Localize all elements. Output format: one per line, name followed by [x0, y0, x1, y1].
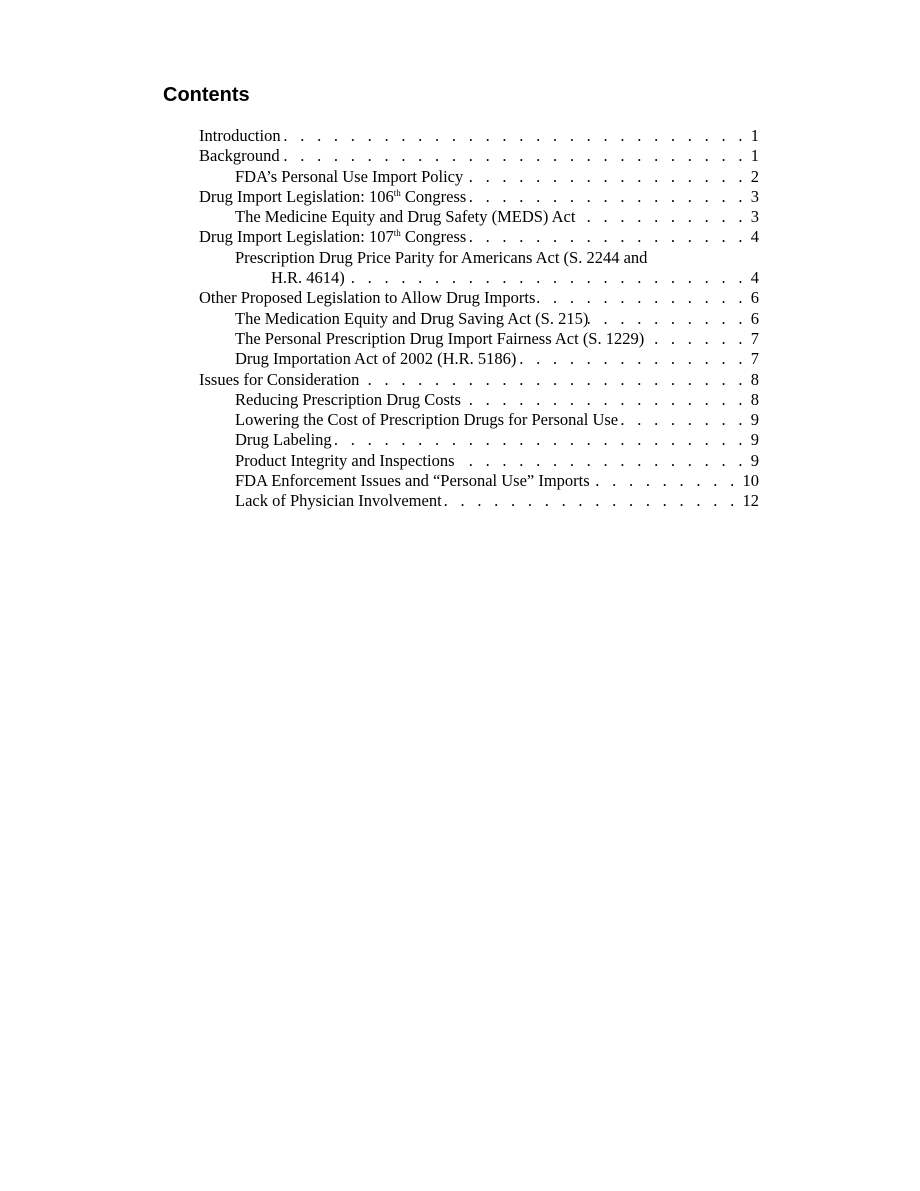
dot-leader	[455, 451, 751, 471]
toc-page-number: 10	[742, 471, 759, 491]
toc-entry-introduction[interactable]	[199, 126, 759, 146]
dot-leader	[466, 227, 750, 247]
dot-leader	[618, 410, 751, 430]
dot-leader	[466, 187, 750, 207]
toc-entry-title	[199, 227, 466, 247]
toc-entry-lack-of-physician-involvement[interactable]	[199, 491, 759, 511]
toc-page-number: 12	[742, 491, 759, 511]
toc-page-number: 3	[750, 207, 759, 227]
toc-entry-reducing-drug-costs[interactable]	[199, 390, 759, 410]
title-text: Drug Import Legislation: 106	[199, 186, 394, 206]
toc-entry-issues-for-consideration[interactable]	[199, 370, 759, 390]
toc-page-number: 4	[750, 268, 759, 288]
toc-entry-drug-import-legislation-107th[interactable]	[199, 227, 759, 247]
toc-entry-title: Product Integrity and Inspections	[235, 450, 455, 470]
toc-page-number: 9	[750, 410, 759, 430]
toc-entry-drug-import-legislation-106th[interactable]	[199, 187, 759, 207]
toc-entry-lowering-cost-personal-use[interactable]	[199, 410, 759, 430]
toc-entry-background[interactable]	[199, 146, 759, 166]
toc-entry-title-continued: H.R. 4614)	[271, 268, 345, 288]
toc-page-number: 8	[750, 369, 759, 389]
dot-leader	[590, 471, 743, 491]
table-of-contents	[199, 126, 759, 512]
dot-leader	[575, 207, 750, 227]
toc-entry-fda-personal-use-import-policy[interactable]	[199, 167, 759, 187]
toc-entry-title: The Personal Prescription Drug Import Fairness Act (S. 1229)	[235, 328, 645, 348]
toc-entry-title: Lowering the Cost of Prescription Drugs for Personal Use	[235, 410, 619, 430]
dot-leader	[345, 268, 751, 288]
toc-entry-title: Background	[199, 146, 280, 166]
toc-entry-drug-labeling[interactable]	[199, 430, 759, 450]
toc-entry-product-integrity[interactable]	[199, 451, 759, 471]
toc-page-number: 4	[750, 227, 759, 247]
toc-page-number: 6	[750, 288, 759, 308]
toc-entry-title: The Medicine Equity and Drug Safety (MEDS) Act	[235, 207, 576, 227]
toc-entry-title: Drug Importation Act of 2002 (H.R. 5186)	[235, 349, 517, 369]
toc-page-number: 7	[750, 349, 759, 369]
ordinal-suffix: th	[393, 228, 401, 239]
toc-page-number: 1	[750, 126, 759, 145]
dot-leader	[535, 288, 750, 308]
dot-leader	[463, 167, 751, 187]
toc-entry-title: The Medication Equity and Drug Saving Act (S. 215)	[235, 308, 589, 328]
toc-entry-fda-enforcement-issues[interactable]	[199, 471, 759, 491]
toc-entry-title: Introduction	[199, 126, 281, 145]
toc-entry-title: Other Proposed Legislation to Allow Drug Imports	[199, 288, 536, 308]
toc-page-number: 9	[750, 430, 759, 450]
dot-leader	[644, 329, 751, 349]
toc-page-number: 1	[750, 146, 759, 166]
ordinal-suffix: th	[393, 187, 401, 198]
toc-page-number: 9	[750, 450, 759, 470]
toc-entry-price-parity-act-continued[interactable]	[199, 268, 759, 288]
toc-page-number: 2	[750, 166, 759, 186]
toc-entry-title: FDA’s Personal Use Import Policy	[235, 166, 464, 186]
toc-page-number: 6	[750, 308, 759, 328]
toc-entry-drug-importation-act-2002[interactable]	[199, 349, 759, 369]
toc-entry-title	[199, 187, 466, 207]
toc-entry-medication-equity-act[interactable]	[199, 309, 759, 329]
toc-entry-other-proposed-legislation[interactable]	[199, 288, 759, 308]
dot-leader	[516, 349, 750, 369]
toc-entry-title: Issues for Consideration	[199, 369, 360, 389]
contents-heading: Contents	[163, 84, 250, 106]
dot-leader	[332, 430, 751, 450]
toc-entry-meds-act[interactable]	[199, 207, 759, 227]
toc-page-number: 3	[750, 186, 759, 206]
toc-entry-title: Reducing Prescription Drug Costs	[235, 389, 461, 409]
toc-entry-import-fairness-act[interactable]	[199, 329, 759, 349]
dot-leader	[442, 491, 743, 511]
dot-leader	[461, 390, 751, 410]
toc-entry-price-parity-act[interactable]	[199, 248, 759, 268]
toc-entry-title: FDA Enforcement Issues and “Personal Use” Imports	[235, 471, 590, 491]
toc-page-number: 7	[750, 328, 759, 348]
toc-entry-title: Lack of Physician Involvement	[235, 491, 442, 511]
title-text: Congress	[400, 186, 467, 206]
toc-entry-title: Drug Labeling	[235, 430, 332, 450]
toc-entry-title: Prescription Drug Price Parity for Americans Act (S. 2244 and	[235, 247, 648, 267]
dot-leader	[588, 309, 750, 329]
title-text: Congress	[400, 227, 467, 247]
dot-leader	[280, 146, 751, 166]
title-text: Drug Import Legislation: 107	[199, 227, 394, 247]
toc-page-number: 8	[750, 389, 759, 409]
dot-leader	[359, 370, 750, 390]
dot-leader	[281, 126, 751, 146]
